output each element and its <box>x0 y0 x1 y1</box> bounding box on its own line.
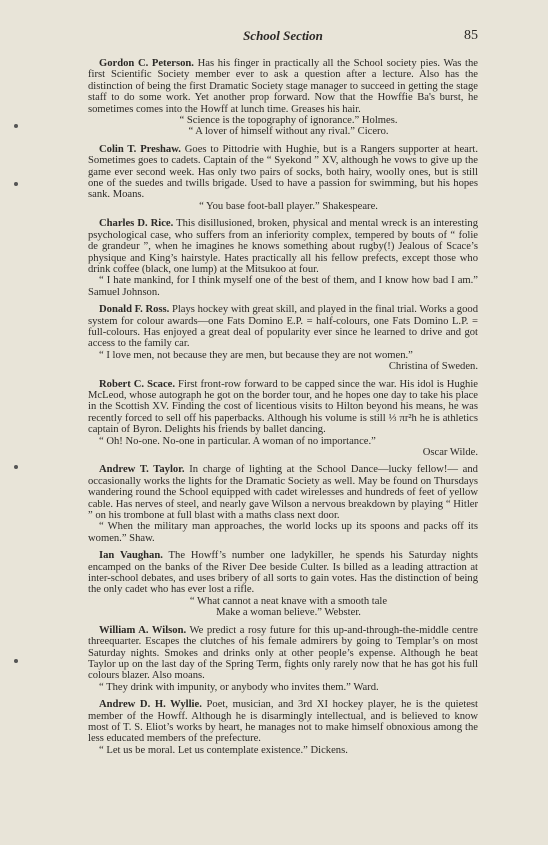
entry-rice <box>88 218 478 298</box>
entry-wyllie <box>88 699 478 756</box>
entry-quote: “ I love men, not because they are men, but because they are not women.” <box>99 349 413 361</box>
entry-quote: “ I hate mankind, for I think myself one of the best of them, and I know how bad I am.” Samuel Johnson. <box>88 275 478 298</box>
entry-name: Colin T. Preshaw. <box>99 143 181 155</box>
entry-text: The Howff’s number one ladykiller, he spends his Saturday nights encamped on the banks of the River Dee beside Culter. Is billed as a leading attraction at inter-school debates, and uses bribery of all sorts to gain votes. Has the distinction of being the only cadet who has ever lost a rifle. <box>88 550 479 596</box>
document-page <box>88 30 478 762</box>
entry-name: Gordon C. Peterson. <box>99 58 194 69</box>
entry-wilson <box>88 625 478 693</box>
entry-name: Andrew D. H. Wyllie. <box>99 699 202 711</box>
entry-quote: “ When the military man approaches, the world locks up its spoons and packs off its women.” Shaw. <box>88 521 478 544</box>
section-title: School Section <box>243 28 323 43</box>
entry-quote-author: Christina of Sweden. <box>388 361 478 373</box>
entry-text: This disillusioned, broken, physical and mental wreck is an interesting psychological case, who suffers from an inferiority complex, tempered by bouts of “ folie de grandeur ”, when he imagines he knows something about rugby(!) Jealous of Scace’s physique and King’s hairstyle. Hates practically all his fellow prefects, except those who drink coffee (black, one lump) at the Mitsukoo at four. <box>88 218 478 275</box>
margin-mark <box>14 659 18 663</box>
entry-name: Donald F. Ross. <box>99 304 170 316</box>
entry-scace <box>88 379 478 459</box>
margin-mark <box>14 182 18 186</box>
page-number: 85 <box>464 28 478 43</box>
margin-mark <box>14 124 18 128</box>
entry-quote: “ You base foot-ball player.” Shakespeare. <box>199 200 378 212</box>
page-header <box>88 30 478 50</box>
entry-peterson <box>88 58 478 138</box>
entry-ross <box>88 304 478 372</box>
entry-name: Andrew T. Taylor. <box>99 464 185 476</box>
entry-name: Ian Vaughan. <box>99 550 163 562</box>
entry-quote: “ Science is the topography of ignorance.” Holmes. <box>179 115 398 127</box>
entry-quote: “ Let us be moral. Let us contemplate existence.” Dickens. <box>99 744 348 756</box>
entry-text: In charge of lighting at the School Dance—lucky fellow!— and occasionally works the lights for the Dramatic Society as well. May be found on Thursdays wandering round the School equipped with cadet wirelesses and hundreds of feet of yellow cable. Has nerves of steel, and nearly gave Wilson a nervous breakdown by playing “ Hitler ” on his trombone at full blast with a maths class next door. <box>88 464 478 522</box>
entry-vaughan <box>88 550 478 618</box>
entry-text: Goes to Pittodrie with Hughie, but is a Rangers supporter at heart. Sometimes goes to cadets. Captain of the “ Syekond ” XV, although he vows to give up the game ever second week. Has only two pairs of socks, both hairy, woolly ones, but is still one of the suedes and twills brigade. Used to have a passion for swimming, but his hopes sank. Moans. <box>88 143 478 201</box>
entry-quote: “ Oh! No-one. No-one in particular. A woman of no importance.” <box>99 435 376 447</box>
entry-text: First front-row forward to be capped since the war. His idol is Hughie McLeod, whose autograph he got on the border tour, and he hopes one day to take his place in the Scottish XV. Finding the cost of licentious visits to Hilton beyond his means, he was recently forced to sell off his paperbacks. Although his volume is still ⅓ πr²h he is athletics captain of Byron. Delights his friends by ballet dancing. <box>88 378 478 436</box>
entry-quote-author: Oscar Wilde. <box>422 447 478 458</box>
entry-quote: “ A lover of himself without any rival.” Cicero. <box>188 126 389 138</box>
entry-name: William A. Wilson. <box>99 624 187 636</box>
entry-text: Has his finger in practically all the School society pies. Was the first Scientific Society member ever to ask a question after a lecture. Also has the distinction of being the first Dramatic Society stage manager to succeed in getting the stage staff to do some work. Yet another prop forward. Now that the Howffie Ba's burst, he sometimes comes into the Howff at lunch time. Greases his hair. <box>88 58 478 115</box>
entry-name: Charles D. Rice. <box>99 218 174 230</box>
entry-name: Robert C. Scace. <box>99 378 176 390</box>
entry-text: Poet, musician, and 3rd XI hockey player, he is the quietest member of the Howff. Although he is disarmingly intellectual, and is believed to know most of T. S. Eliot’s works by heart, he manages not to make himself obnoxious among the less educated members of the prefecture. <box>88 699 478 745</box>
entry-text: Plays hockey with great skill, and played in the final trial. Works a good system for colour awards—one Fats Domino E.P. = half-colours, one Fats Domino L.P. = full-colours. Has enjoyed a great deal of popularity ever since he learned to drive and got access to the family car. <box>88 304 478 350</box>
entry-quote: “ What cannot a neat knave with a smooth tale <box>189 595 388 607</box>
entry-text: We predict a rosy future for this up-and-through-the-middle centre threequarter. Escapes the clutches of his female admirers by going to Templar’s on most Saturday nights. Smokes and drinks only at other people’s expense. Although he beat Taylor up on the last day of the Spring Term, fights only rarely now that he has got his full colours blazer. Also moans. <box>88 624 479 682</box>
entry-quote: “ They drink with impunity, or anybody who invites them.” Ward. <box>99 681 379 693</box>
entry-quote: Make a woman believe.” Webster. <box>216 607 361 619</box>
entry-preshaw <box>88 144 478 212</box>
margin-mark <box>14 465 18 469</box>
entry-taylor <box>88 464 478 544</box>
